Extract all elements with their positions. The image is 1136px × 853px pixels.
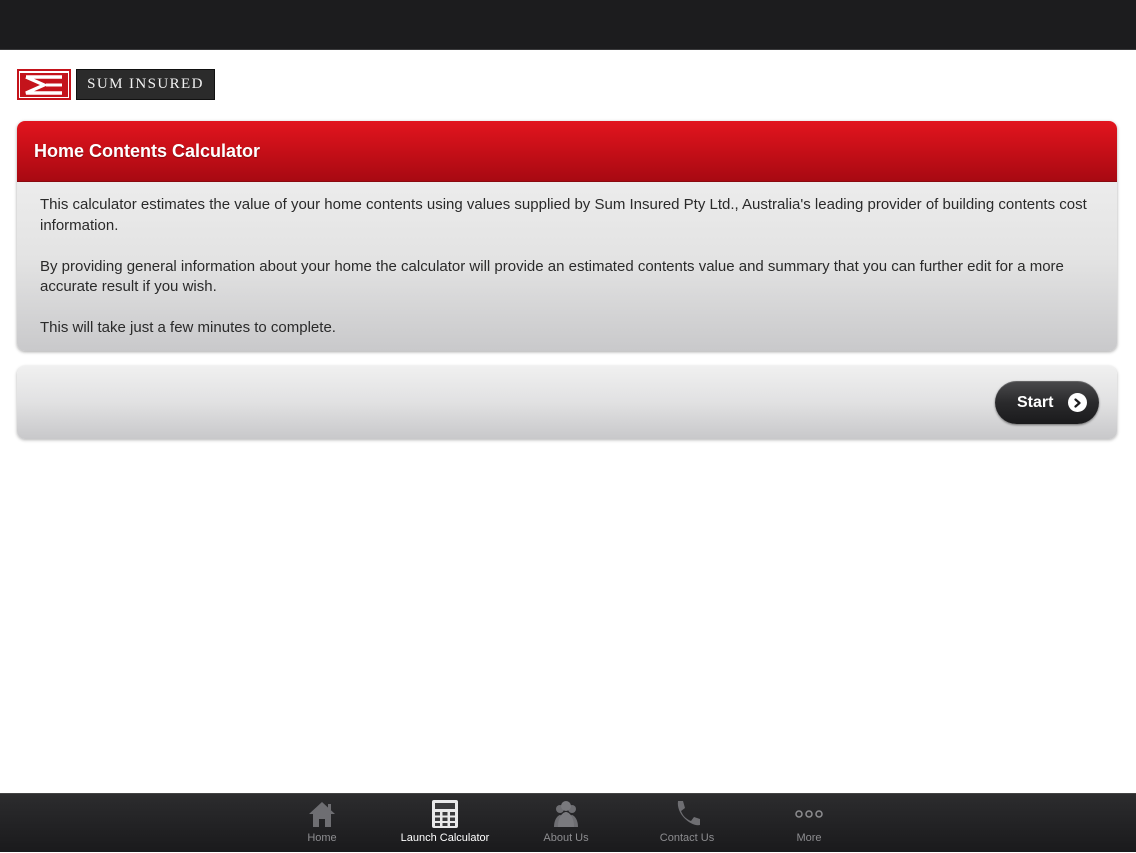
tab-contact-us[interactable] [632,794,742,853]
more-icon [792,799,826,829]
tab-label: Contact Us [659,832,715,844]
tab-label: Home [307,832,337,844]
tab-label: About Us [543,832,589,844]
tab-launch-calculator[interactable] [390,794,500,853]
phone-icon [670,799,704,829]
intro-paragraph-1: This calculator estimates the value of your home contents using values supplied by Sum Insured Pty Ltd., Australia's leading provider of building contents cost information. [40,196,1087,234]
sum-insured-logo [17,69,215,100]
logo-mark-icon [17,69,71,100]
tab-home[interactable] [267,794,377,853]
tab-about-us[interactable] [511,794,621,853]
tab-label: Launch Calculator [400,832,490,844]
people-icon [549,799,583,829]
start-button-label: Start [1017,393,1054,411]
calculator-icon [428,799,462,829]
chevron-right-icon [1068,393,1087,412]
start-button[interactable] [995,381,1099,424]
intro-paragraph-3: This will take just a few minutes to complete. [40,319,336,336]
action-bar [17,366,1117,439]
logo-wordmark: SUM INSURED [76,69,215,100]
calculator-intro-card [17,121,1117,351]
intro-paragraph-2: By providing general information about your home the calculator will provide an estimated contents value and summary that you can further edit for a more accurate result if you wish. [40,257,1064,295]
home-icon [305,799,339,829]
bottom-tab-bar [0,793,1136,852]
tab-label: More [796,832,822,844]
card-header [17,121,1117,182]
top-status-bar [0,0,1136,50]
card-body [17,182,1117,339]
tab-more[interactable] [754,794,864,853]
page-title: Home Contents Calculator [34,140,261,161]
